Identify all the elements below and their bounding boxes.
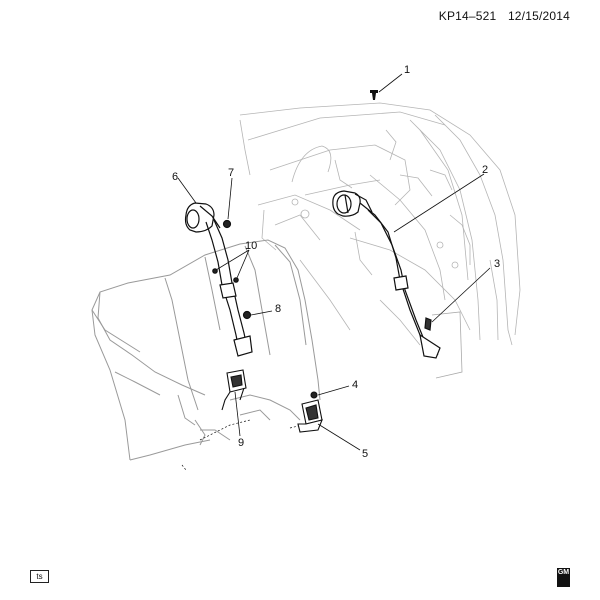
callout-8: 8 [275,303,282,315]
callout-10: 10 [245,240,258,252]
gm-logo-icon: GM [557,568,570,587]
vehicle-body-outline [240,103,520,345]
seat-belt-left [186,203,253,356]
callout-2: 2 [482,164,489,176]
diagram-date: 12/15/2014 [507,9,570,23]
callout-9: 9 [238,437,245,449]
callout-5: 5 [362,448,369,460]
callout-1: 1 [404,64,411,76]
leader-lines [178,74,490,450]
buckle-5-icon [298,392,322,432]
callout-6: 6 [172,171,179,183]
diagram-code: KP14–521 [438,9,497,23]
callout-4: 4 [352,379,359,391]
callout-3: 3 [494,258,501,270]
buckle-9-icon [222,370,246,410]
ts-label: ts [30,570,49,583]
bolt-1-icon [370,90,378,100]
callout-7: 7 [228,167,235,179]
rear-seat-outline [92,240,320,460]
